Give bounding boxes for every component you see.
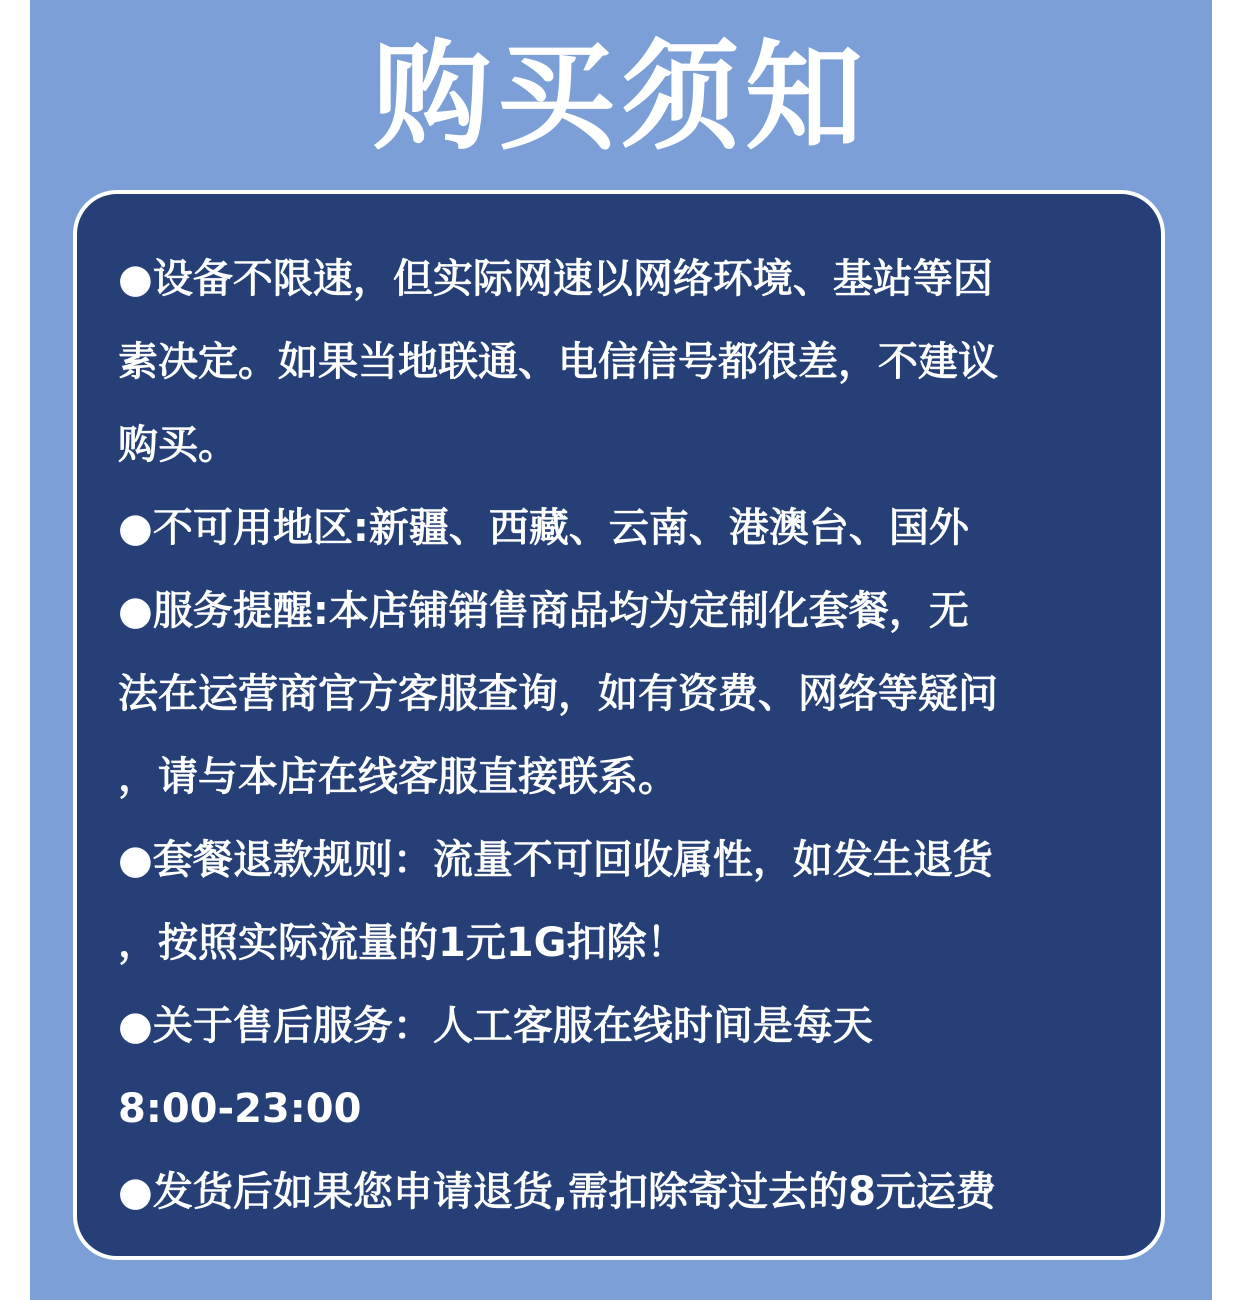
notice-card xyxy=(73,190,1165,1260)
notice-refund-rules: ●套餐退款规则：流量不可回收属性，如发生退货 ，按照实际流量的1元1G扣除！ xyxy=(118,837,993,966)
notice-service-reminder: ●服务提醒:本店铺销售商品均为定制化套餐，无 法在运营商官方客服查询，如有资费、网络等疑问 ，请与本店在线客服直接联系。 xyxy=(118,588,998,800)
notice-after-sales: ●关于售后服务：人工客服在线时间是每天 8:00-23:00 xyxy=(118,1003,873,1132)
notice-speed: ●设备不限速，但实际网速以网络环境、基站等因 素决定。如果当地联通、电信信号都很差，不建议 购买。 xyxy=(118,256,998,468)
notice-shipping-fee: ●发货后如果您申请退货,需扣除寄过去的8元运费 xyxy=(118,1169,996,1215)
notice-unavailable-regions: ●不可用地区:新疆、西藏、云南、港澳台、国外 xyxy=(118,505,969,551)
notice-panel xyxy=(30,0,1212,1300)
page-title: 购买须知 xyxy=(372,28,869,166)
